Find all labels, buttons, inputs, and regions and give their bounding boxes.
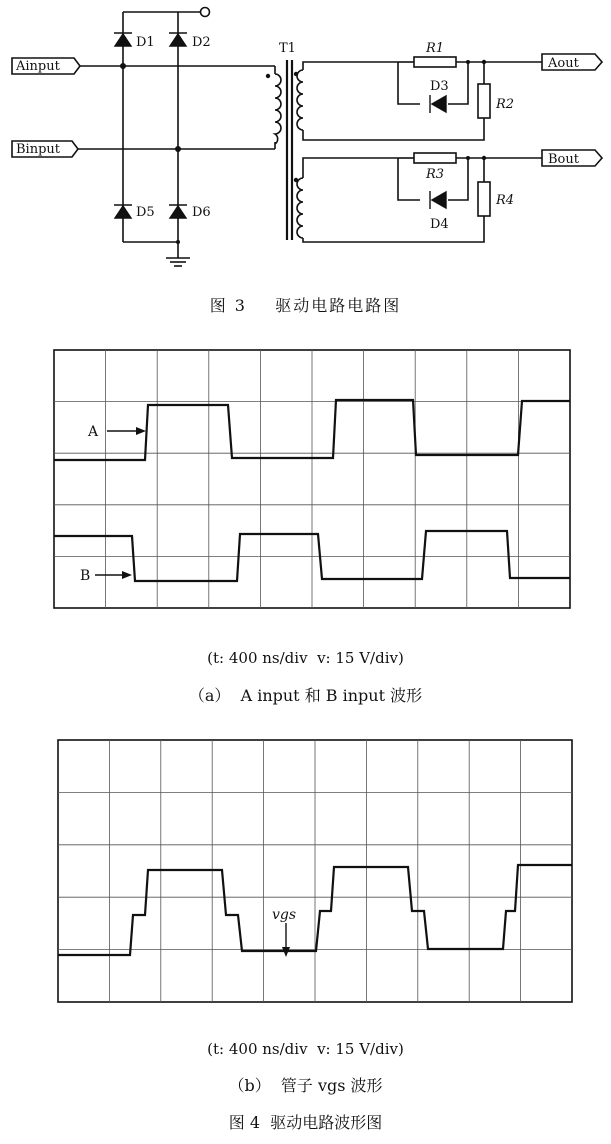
label-t1: T1 [279, 41, 296, 56]
diode-d2 [170, 34, 186, 46]
vgs-label: vgs [272, 907, 297, 923]
scope-vgs-waveform [0, 735, 611, 1005]
scope-b-caption: （b） 管子 vgs 波形 [228, 1076, 383, 1095]
label-ainput: Ainput [16, 59, 60, 74]
scope-a-b-waveforms [0, 345, 611, 615]
scope-b-scale: (t: 400 ns/div v: 15 V/div) [207, 1040, 404, 1058]
diode-d3 [432, 96, 446, 112]
scope-a-caption: （a） A input 和 B input 波形 [188, 686, 423, 705]
label-bout: Bout [548, 152, 579, 167]
diode-d6 [170, 206, 186, 218]
resistor-r3 [414, 153, 456, 163]
waveform-b-label: B [80, 568, 91, 584]
label-d6: D6 [192, 205, 211, 220]
figure3-caption: 图 3 驱动电路电路图 [209, 296, 402, 315]
primary-winding [275, 74, 281, 144]
diode-d1 [115, 34, 131, 46]
diode-d5 [115, 206, 131, 218]
label-d4: D4 [430, 217, 449, 232]
label-aout: Aout [548, 56, 579, 71]
diode-d4 [432, 192, 446, 208]
label-d3: D3 [430, 79, 449, 94]
label-r2: R2 [496, 97, 515, 112]
label-r3: R3 [426, 167, 445, 182]
label-d2: D2 [192, 35, 211, 50]
resistor-r2 [478, 84, 490, 118]
drive-circuit-diagram [0, 0, 611, 290]
resistor-r1 [414, 57, 456, 67]
resistor-r4 [478, 182, 490, 216]
label-r1: R1 [426, 41, 445, 56]
secondary-winding-2 [297, 178, 303, 238]
label-r4: R4 [496, 193, 515, 208]
label-d5: D5 [136, 205, 155, 220]
label-binput: Binput [16, 142, 61, 157]
label-d1: D1 [136, 35, 155, 50]
scope-a-scale: (t: 400 ns/div v: 15 V/div) [207, 649, 404, 667]
waveform-a-label: A [88, 424, 99, 440]
secondary-winding-1 [297, 70, 303, 130]
figure4-caption: 图 4 驱动电路波形图 [228, 1113, 383, 1132]
